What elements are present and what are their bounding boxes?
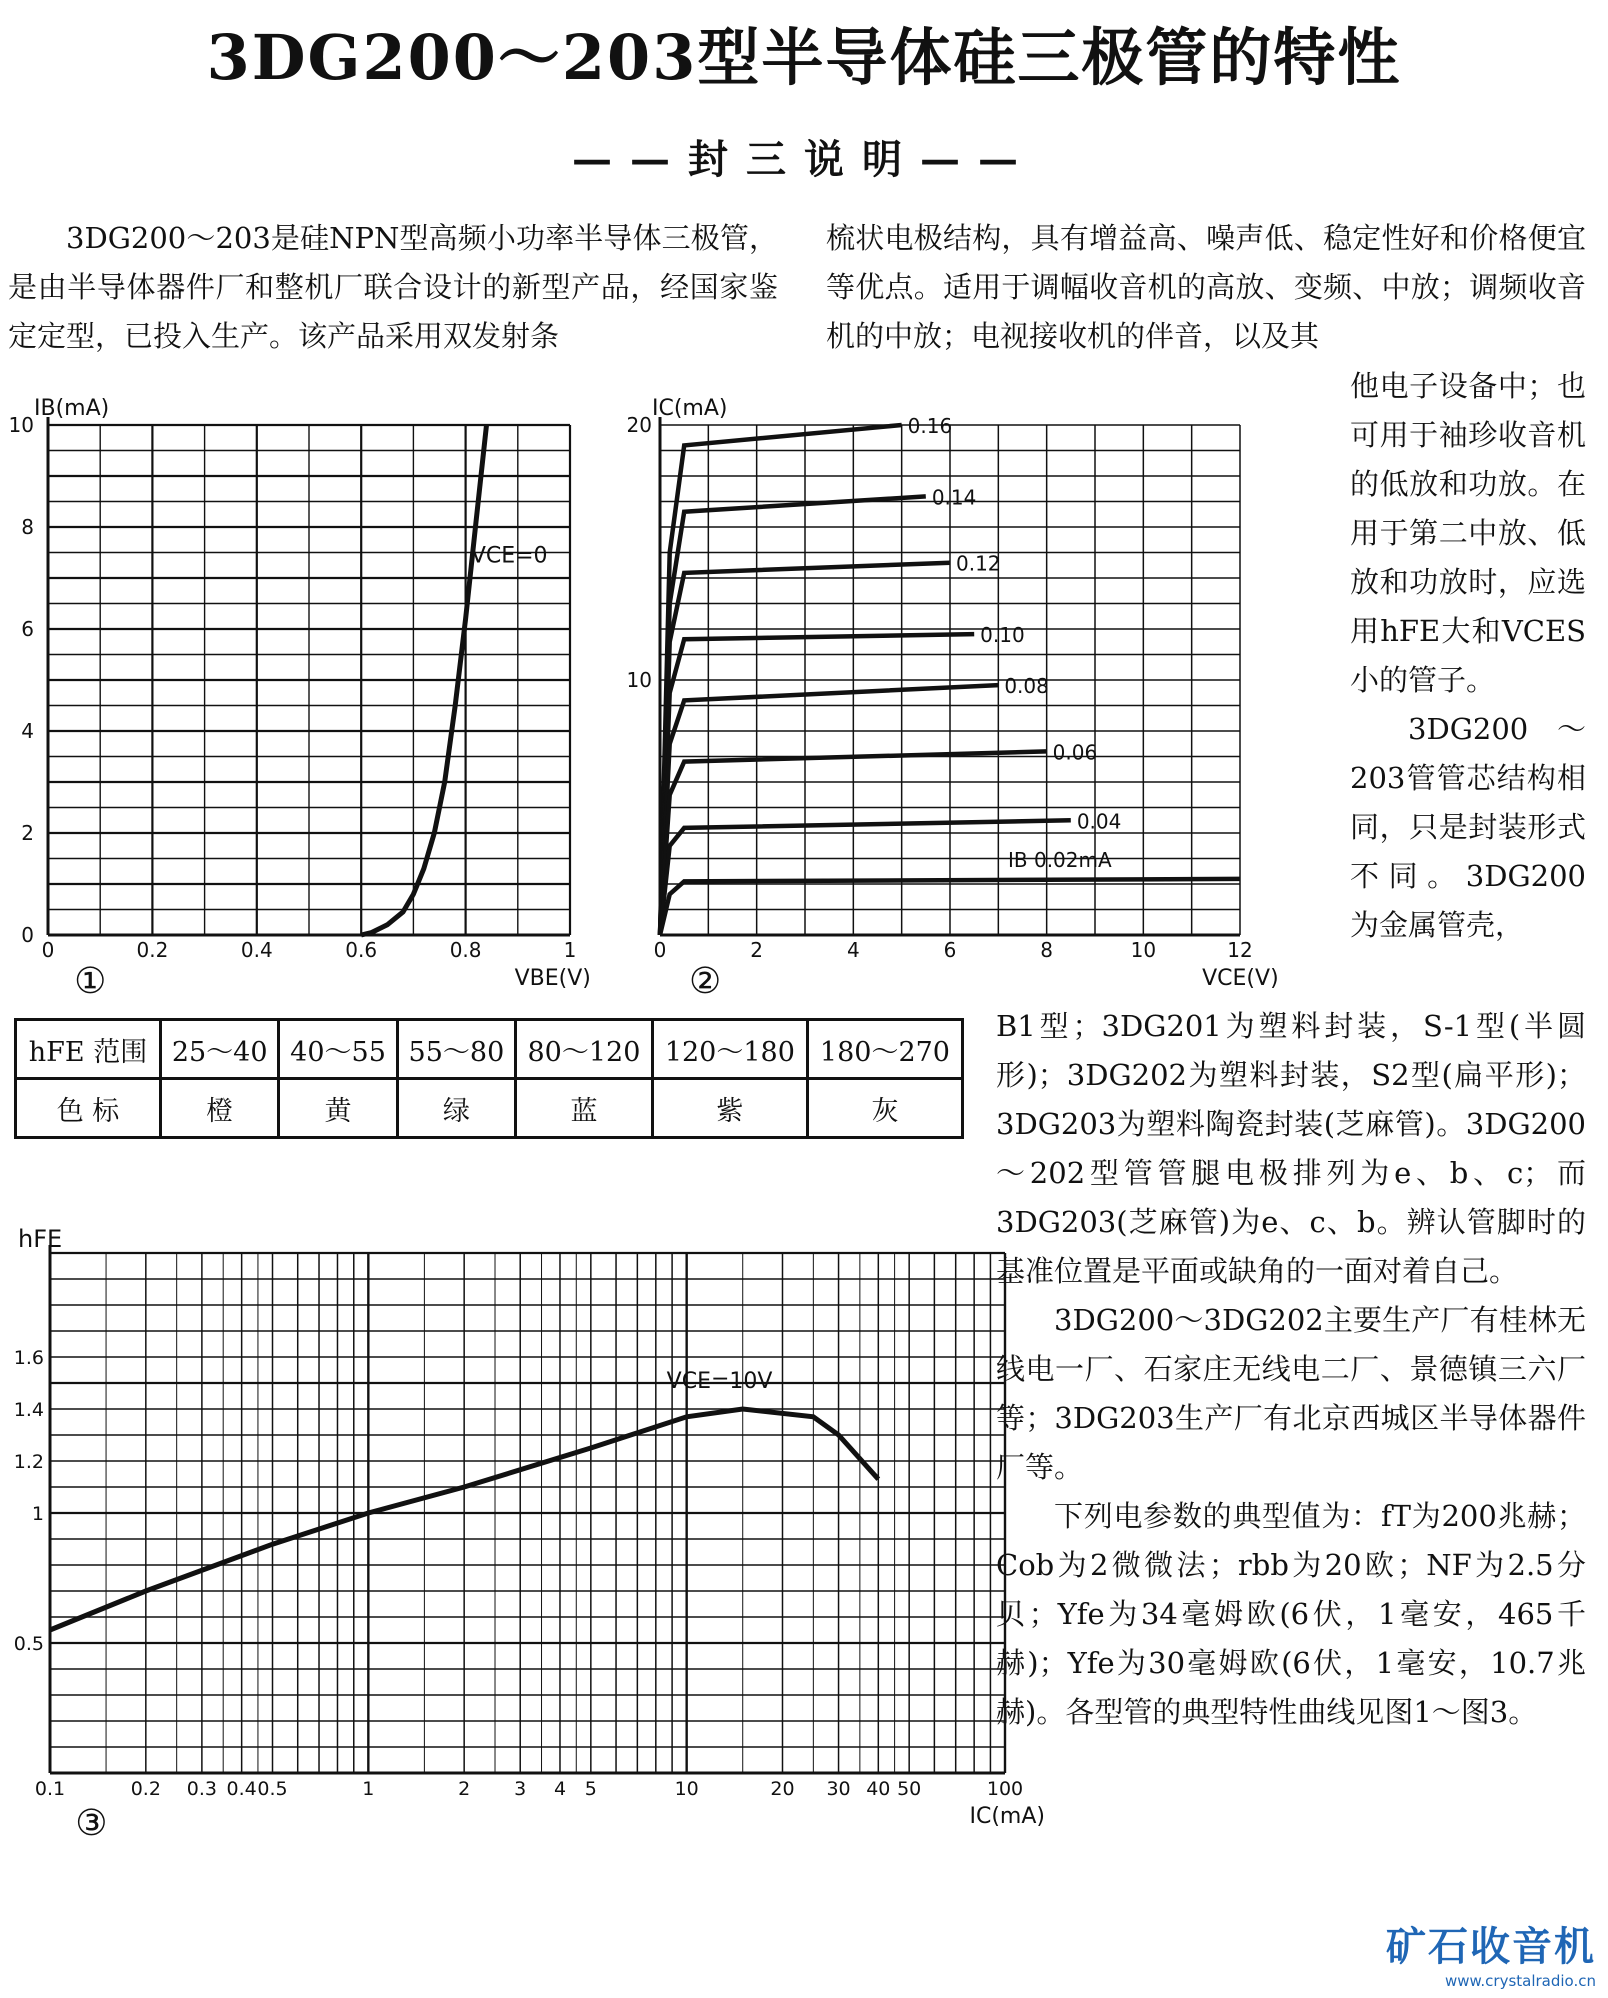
- series-label: 0.04: [1076, 809, 1122, 834]
- y-tick-label: 2: [21, 821, 34, 845]
- x-tick-label: 0.8: [449, 938, 482, 962]
- y-tick-label: 0.5: [13, 1633, 44, 1655]
- watermark-name: 矿石收音机: [1386, 1924, 1596, 1970]
- y-tick-label: 1.4: [13, 1399, 44, 1421]
- series-line-0.08: [660, 685, 998, 935]
- x-tick-label: 50: [897, 1778, 922, 1800]
- x-tick-label: 5: [584, 1778, 597, 1800]
- y-tick-label: 0: [21, 923, 34, 947]
- x-tick-label: 0.4: [226, 1778, 257, 1800]
- table-cell: 55～80: [397, 1020, 515, 1079]
- right-paragraph-1: B1型；3DG201为塑料封装，S-1型(半圆形)；3DG202为塑料封装，S2型(扁平形)；3DG203为塑料陶瓷封装(芝麻管)。3DG200～202型管管腿电极排列为e、b、c；而3DG203(芝麻管)为e、c、b。辨认管脚时的基准位置是平面或缺角的一面对着自己。: [996, 1009, 1586, 1288]
- x-axis-label: VCE(V): [1202, 966, 1279, 991]
- x-axis-label: IC(mA): [969, 1804, 1045, 1829]
- x-tick-label: 0: [653, 938, 667, 962]
- y-tick-label: 10: [8, 413, 34, 437]
- y-axis-label: IB(mA): [34, 396, 110, 421]
- narrow-paragraph-2: 3DG200～203管管芯结构相同，只是封装形式不同。3DG200为金属管壳，: [1350, 712, 1586, 942]
- series-label: VCE=10V: [666, 1369, 773, 1395]
- table-row: [16, 1020, 963, 1079]
- x-tick-label: 0.5: [257, 1778, 288, 1800]
- series-label: IB 0.02mA: [1008, 847, 1112, 872]
- x-tick-label: 40: [866, 1778, 891, 1800]
- watermark-url: www.crystalradio.cn: [1444, 1972, 1596, 1990]
- table-row: [16, 1079, 963, 1138]
- x-tick-label: 8: [1040, 938, 1054, 962]
- figure-number: ②: [689, 961, 722, 1002]
- x-tick-label: 12: [1227, 938, 1253, 962]
- chart-ib-vbe: [0, 385, 620, 1005]
- table-cell: 黄: [279, 1079, 397, 1138]
- series-label: 0.16: [907, 414, 953, 438]
- figure-number: ①: [74, 961, 107, 1002]
- y-tick-label: 20: [626, 413, 652, 437]
- y-tick-label: 1: [31, 1503, 44, 1525]
- x-tick-label: 20: [770, 1778, 795, 1800]
- x-axis-label: VBE(V): [514, 966, 591, 991]
- x-tick-label: 4: [553, 1778, 567, 1800]
- intro-left-text: 3DG200～203是硅NPN型高频小功率半导体三极管，是由半导体器件厂和整机厂联合设计的新型产品，经国家鉴定定型，已投入生产。该产品采用双发射条: [8, 221, 778, 353]
- x-tick-label: 6: [943, 938, 957, 962]
- x-tick-label: 4: [846, 938, 860, 962]
- table-cell: 蓝: [516, 1079, 653, 1138]
- series-label: 0.08: [1004, 674, 1049, 699]
- x-tick-label: 1: [563, 938, 577, 962]
- table-cell: 180～270: [807, 1020, 962, 1079]
- x-tick-label: 0.6: [345, 938, 378, 962]
- x-tick-label: 0.3: [186, 1778, 217, 1800]
- x-tick-label: 100: [986, 1778, 1024, 1800]
- chart-hfe-ic: [0, 1205, 1060, 1855]
- x-tick-label: 2: [458, 1778, 471, 1800]
- x-tick-label: 3: [514, 1778, 527, 1800]
- series-label: VCE=0: [470, 543, 548, 569]
- x-tick-label: 1: [362, 1778, 375, 1800]
- x-tick-label: 10: [674, 1778, 699, 1800]
- y-axis-label: hFE: [18, 1225, 63, 1253]
- table-cell: 40～55: [279, 1020, 397, 1079]
- y-tick-label: 1.2: [13, 1451, 44, 1473]
- x-tick-label: 0.4: [240, 938, 273, 962]
- watermark: [1386, 1915, 1596, 1990]
- right-column: [996, 1002, 1586, 1737]
- y-tick-label: 6: [21, 617, 34, 641]
- right-paragraph-2: 3DG200～3DG202主要生产厂有桂林无线电一厂、石家庄无线电二厂、景德镇三六厂等；3DG203生产厂有北京西城区半导体器件厂等。: [996, 1303, 1586, 1484]
- table-cell: 色 标: [16, 1079, 161, 1138]
- table-cell: 紫: [652, 1079, 807, 1138]
- series-label: 0.10: [980, 623, 1025, 648]
- x-tick-label: 0.1: [34, 1778, 66, 1800]
- page-subtitle: ——封三说明——: [572, 136, 1036, 183]
- series-line-0.04: [660, 820, 1071, 935]
- right-paragraph-3: 下列电参数的典型值为：fT为200兆赫；Cob为2微微法；rbb为20欧；NF为2.5分贝；Yfe为34毫姆欧(6伏，1毫安，465千赫)；Yfe为30毫姆欧(6伏，1毫安，10.7兆赫)。各型管的典型特性曲线见图1～图3。: [996, 1499, 1586, 1729]
- x-tick-label: 0: [41, 938, 55, 962]
- table-cell: 25～40: [161, 1020, 279, 1079]
- hfe-color-table: [14, 1018, 964, 1139]
- narrow-paragraph-1: 他电子设备中；也可用于袖珍收音机的低放和功放。在用于第二中放、低放和功放时，应选用hFE大和VCES小的管子。: [1350, 369, 1586, 697]
- x-tick-label: 0.2: [136, 938, 169, 962]
- page-title: 3DG200～203型半导体硅三极管的特性: [206, 21, 1402, 94]
- intro-right-text: 梳状电极结构，具有增益高、噪声低、稳定性好和价格便宜等优点。适用于调幅收音机的高放、变频、中放；调频收音机的中放；电视接收机的伴音，以及其: [826, 221, 1586, 353]
- x-tick-label: 10: [1130, 938, 1157, 962]
- series-label: 0.12: [956, 551, 1001, 576]
- figure-number: ③: [75, 1803, 108, 1844]
- y-axis-label: IC(mA): [652, 396, 728, 421]
- narrow-column: [1350, 362, 1586, 950]
- table-cell: 80～120: [516, 1020, 653, 1079]
- x-tick-label: 30: [826, 1778, 851, 1800]
- series-line-0.14: [660, 496, 926, 935]
- x-tick-label: 2: [750, 938, 764, 962]
- table-cell: hFE 范围: [16, 1020, 161, 1079]
- table-cell: 绿: [397, 1079, 515, 1138]
- y-tick-label: 8: [21, 515, 34, 539]
- series-line-0.10: [660, 634, 974, 935]
- y-tick-label: 1.6: [13, 1347, 44, 1369]
- series-label: 0.14: [931, 485, 977, 510]
- chart-ic-vce: [620, 385, 1350, 1005]
- table-cell: 橙: [161, 1079, 279, 1138]
- y-tick-label: 4: [21, 719, 34, 743]
- series-label: 0.06: [1052, 740, 1098, 765]
- y-tick-label: 10: [626, 668, 652, 692]
- table-cell: 灰: [807, 1079, 962, 1138]
- x-tick-label: 0.2: [130, 1778, 161, 1800]
- table-cell: 120～180: [652, 1020, 807, 1079]
